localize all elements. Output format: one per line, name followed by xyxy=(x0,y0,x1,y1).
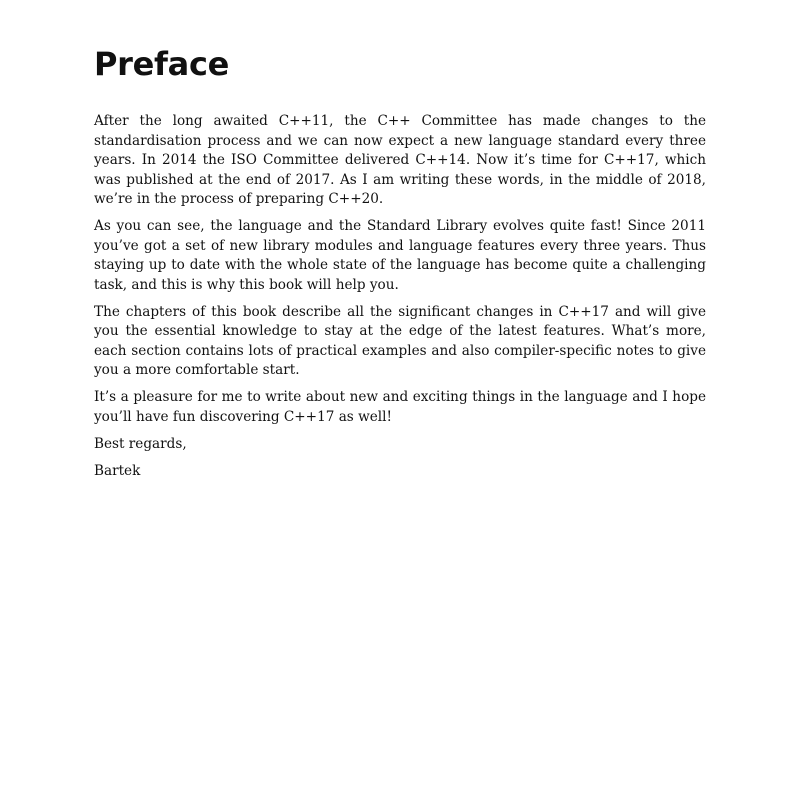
signature: Bartek xyxy=(94,462,141,479)
paragraph-chapters: The chapters of this book describe all the significant changes in C++17 and will give you the essential knowledge to stay at the edge of the latest features. What’s more, each section contains lots of practical examples and also compiler-specific notes to give you a more comfortable start. xyxy=(94,303,706,378)
closing-line: Best regards, xyxy=(94,435,187,452)
paragraph-pleasure: It’s a pleasure for me to write about new and exciting things in the language and I hope you’ll have fun discovering C++17 as well! xyxy=(94,389,706,425)
paragraph-evolution: As you can see, the language and the Standard Library evolves quite fast! Since 2011 you’ve got a set of new library modules and language features every three years. Thus staying up to date with the whole state of the language has become quite a challenging task, and this is why this book will help you. xyxy=(94,218,706,293)
page-title: Preface xyxy=(94,45,230,83)
paragraph-intro: After the long awaited C++11, the C++ Committee has made changes to the standardisation process and we can now expect a new language standard every three years. In 2014 the ISO Committee delivered C++14. Now it’s time for C++17, which was published at the end of 2017. As I am writing these words, in the middle of 2018, we’re in the process of preparing C++20. xyxy=(94,113,706,207)
page-content xyxy=(94,44,706,489)
